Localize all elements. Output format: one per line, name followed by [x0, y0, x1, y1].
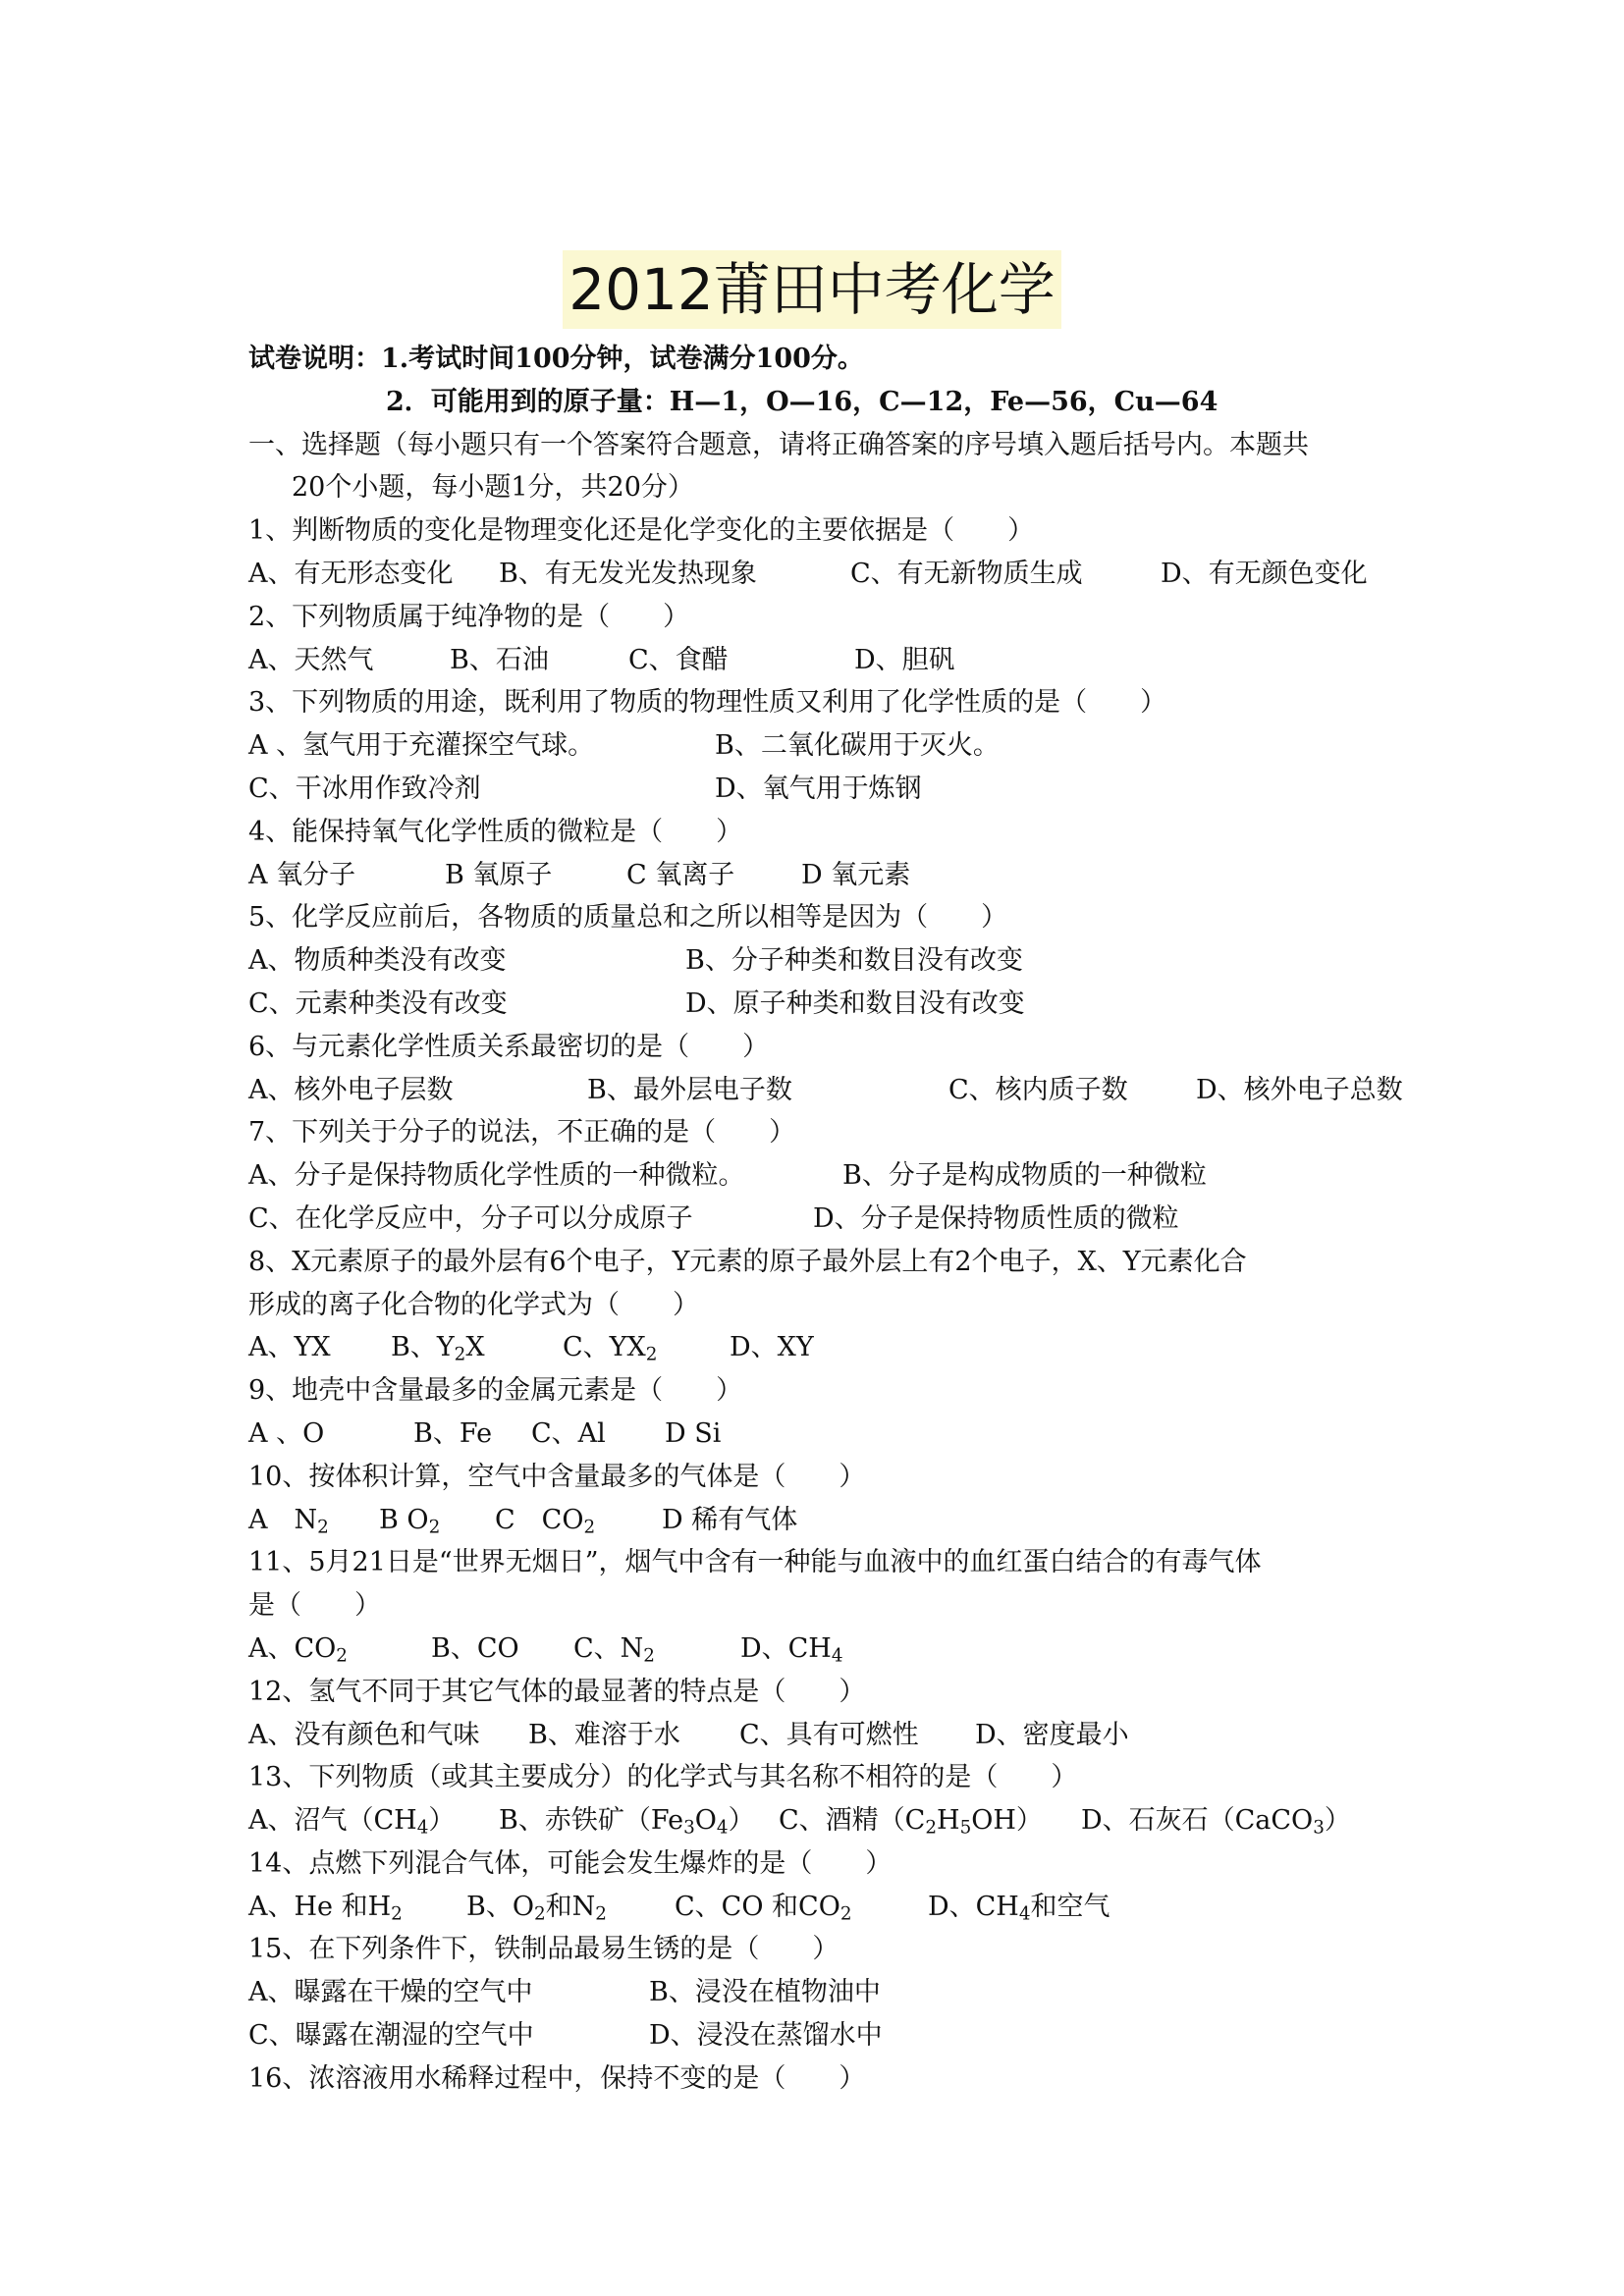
option-a-text: A、沼气（CH: [248, 1805, 417, 1837]
question-13-stem: 13、下列物质（或其主要成分）的化学式与其名称不相符的是（ ）: [248, 1762, 1078, 1793]
option-a: [248, 1628, 431, 1671]
question-4-options: [248, 854, 1407, 897]
option-c-text: C CO: [495, 1504, 584, 1535]
question-9-options: [248, 1413, 1407, 1456]
option-c: [495, 1499, 662, 1542]
question-1-stem: 1、判断物质的变化是物理变化还是化学变化的主要依据是（ ）: [248, 515, 1035, 547]
question-3-options-ab: [248, 724, 1407, 768]
subscript: 4: [831, 1645, 843, 1667]
question-12-stem: 12、氢气不同于其它气体的最显著的特点是（ ）: [248, 1676, 866, 1707]
option-a: A、分子是保持物质化学性质的一种微粒。: [248, 1160, 745, 1192]
option-b: B、浸没在植物油中: [649, 1977, 881, 2008]
question-13-options: [248, 1799, 1407, 1842]
option-d: D、浸没在蒸馏水中: [649, 2020, 883, 2052]
subscript: 4: [416, 1817, 429, 1839]
subscript: 2: [643, 1645, 655, 1667]
option-c: [779, 1799, 1081, 1842]
question-15-options-ab: [248, 1971, 1407, 2014]
option-b-text-end: X: [465, 1332, 485, 1363]
question-7-stem: 7、下列关于分子的说法，不正确的是（ ）: [248, 1117, 796, 1148]
option-a-text: A N: [248, 1504, 318, 1535]
option-c-text: C、YX: [563, 1332, 646, 1363]
question-6-options: [248, 1069, 1407, 1112]
option-b: B、二氧化碳用于灭火。: [715, 730, 1000, 762]
question-12-options: [248, 1714, 1407, 1757]
question-14-options: [248, 1886, 1407, 1929]
option-a: [248, 1886, 466, 1929]
question-8-stem-line-1: 8、X元素原子的最外层有6个电子，Y元素的原子最外层上有2个电子，X、Y元素化合: [248, 1246, 1247, 1277]
subscript: 2: [317, 1517, 329, 1538]
subscript: 2: [454, 1344, 466, 1365]
option-c: C、干冰用作致冷剂: [248, 773, 481, 804]
option-a: [248, 1499, 379, 1542]
option-d: D 稀有气体: [662, 1504, 798, 1535]
option-c: C、Al: [531, 1417, 606, 1449]
option-c: C 氧离子: [626, 859, 735, 890]
option-c: [573, 1628, 740, 1671]
subscript: 2: [839, 1903, 852, 1925]
question-16-stem: 16、浓溶液用水稀释过程中，保持不变的是（ ）: [248, 2062, 866, 2094]
question-10-stem: 10、按体积计算，空气中含量最多的气体是（ ）: [248, 1461, 866, 1492]
question-4-stem: 4、能保持氧气化学性质的微粒是（ ）: [248, 816, 743, 847]
option-a: A、没有颜色和气味: [248, 1719, 480, 1750]
question-5-options-ab: [248, 939, 1407, 983]
option-b: B、分子种类和数目没有改变: [685, 945, 1023, 977]
option-b-text-mid: O: [694, 1805, 717, 1837]
option-c: C、有无新物质生成: [850, 558, 1083, 589]
exam-content: [248, 338, 1407, 2101]
option-d-text: D、CH: [928, 1891, 1019, 1922]
option-b-text: B、赤铁矿（Fe: [499, 1805, 684, 1837]
option-d: D 氧元素: [801, 859, 911, 890]
option-b: B、Fe: [413, 1417, 493, 1449]
option-b-text: B O: [379, 1504, 429, 1535]
subscript: 4: [716, 1817, 729, 1839]
question-7-options-ab: [248, 1154, 1407, 1198]
question-6-stem: 6、与元素化学性质关系最密切的是（ ）: [248, 1031, 770, 1062]
question-11-stem-line-1: 11、5月21日是“世界无烟日”，烟气中含有一种能与血液中的血红蛋白结合的有毒气体: [248, 1547, 1262, 1578]
question-5-stem: 5、化学反应前后，各物质的质量总和之所以相等是因为（ ）: [248, 902, 1008, 934]
option-d: D、有无颜色变化: [1161, 558, 1368, 589]
subscript: 5: [959, 1817, 972, 1839]
option-c: [675, 1886, 928, 1929]
option-d-text: D、CH: [740, 1632, 832, 1664]
option-a: A、物质种类没有改变: [248, 945, 507, 977]
subscript: 2: [925, 1817, 938, 1839]
exam-note-line-1: 试卷说明：1.考试时间100分钟，试卷满分100分。: [248, 344, 864, 374]
option-d: D Si: [665, 1417, 722, 1449]
option-c: C、在化学反应中，分子可以分成原子: [248, 1202, 693, 1234]
subscript: 3: [1313, 1817, 1325, 1839]
option-c: C、具有可燃性: [739, 1719, 919, 1750]
question-14-stem: 14、点燃下列混合气体，可能会发生爆炸的是（ ）: [248, 1847, 893, 1879]
subscript: 2: [391, 1903, 403, 1925]
option-b: B、难溶于水: [528, 1719, 680, 1750]
subscript: 2: [336, 1645, 348, 1667]
option-c-text-mid: H: [937, 1805, 960, 1837]
section-heading-line-2: 20个小题，每小题1分，共20分）: [292, 472, 694, 504]
subscript: 3: [683, 1817, 695, 1839]
option-b: B、CO: [431, 1632, 519, 1664]
option-d: D、密度最小: [975, 1719, 1129, 1750]
option-d: D、XY: [730, 1332, 814, 1363]
subscript: 2: [428, 1517, 441, 1538]
option-a: A、有无形态变化: [248, 558, 454, 589]
option-d-text: D、石灰石（CaCO: [1081, 1805, 1314, 1837]
option-d: D、分子是保持物质性质的微粒: [813, 1202, 1179, 1234]
option-d: D、核外电子总数: [1196, 1074, 1403, 1105]
option-c: C、曝露在潮湿的空气中: [248, 2020, 534, 2052]
option-a: A 氧分子: [248, 859, 356, 890]
option-a-text-end: ）: [428, 1805, 456, 1837]
option-b: B、分子是构成物质的一种微粒: [842, 1160, 1207, 1192]
option-d: [928, 1886, 1110, 1929]
question-15-options-cd: [248, 2014, 1407, 2057]
option-d: [1081, 1799, 1351, 1842]
option-d-text-end: ）: [1324, 1805, 1351, 1837]
question-11-options: [248, 1628, 1407, 1671]
option-a: A、曝露在干燥的空气中: [248, 1977, 533, 2008]
option-c: C、元素种类没有改变: [248, 988, 508, 1019]
option-b: [391, 1326, 563, 1369]
option-b: B 氧原子: [445, 859, 553, 890]
option-a: A、核外电子层数: [248, 1074, 454, 1105]
option-b: B、石油: [450, 644, 549, 675]
option-b-text-end: ）: [728, 1805, 755, 1837]
option-c: [563, 1326, 730, 1369]
subscript: 2: [583, 1517, 596, 1538]
question-1-options: [248, 553, 1407, 596]
title-wrap: [0, 250, 1624, 329]
option-a: A、天然气: [248, 644, 374, 675]
option-a-text: A、CO: [248, 1632, 337, 1664]
section-heading-line-1: 一、选择题（每小题只有一个答案符合题意，请将正确答案的序号填入题后括号内。本题共: [248, 429, 1309, 460]
subscript: 2: [533, 1903, 546, 1925]
question-7-options-cd: [248, 1198, 1407, 1241]
option-c-text: C、CO 和CO: [675, 1891, 840, 1922]
option-d: D、胆矾: [854, 644, 955, 675]
subscript: 4: [1018, 1903, 1031, 1925]
subscript: 2: [645, 1344, 658, 1365]
option-d: [740, 1628, 843, 1671]
exam-note-line-2: 2．可能用到的原子量：H—1，O—16，C—12，Fe—56，Cu—64: [386, 386, 1218, 417]
option-c: C、食醋: [628, 644, 729, 675]
question-15-stem: 15、在下列条件下，铁制品最易生锈的是（ ）: [248, 1934, 839, 1965]
option-a-text: A、He 和H: [248, 1891, 392, 1922]
question-11-stem-line-2: 是（ ）: [248, 1590, 381, 1622]
option-a: [248, 1799, 499, 1842]
question-5-options-cd: [248, 983, 1407, 1026]
question-3-stem: 3、下列物质的用途，既利用了物质的物理性质又利用了化学性质的是（ ）: [248, 687, 1167, 719]
option-c-text: C、N: [573, 1632, 644, 1664]
option-b: B、有无发光发热现象: [499, 558, 757, 589]
question-2-options: [248, 639, 1407, 682]
option-b: [379, 1499, 495, 1542]
option-b: B、最外层电子数: [587, 1074, 792, 1105]
option-c-text-end: OH）: [971, 1805, 1043, 1837]
question-10-options: [248, 1499, 1407, 1542]
question-9-stem: 9、地壳中含量最多的金属元素是（ ）: [248, 1375, 743, 1407]
option-d: D、氧气用于炼钢: [715, 773, 922, 804]
question-8-stem-line-2: 形成的离子化合物的化学式为（ ）: [248, 1289, 699, 1320]
option-b-text-mid: 和N: [545, 1891, 596, 1922]
question-8-options: [248, 1326, 1407, 1369]
option-a: A 、氢气用于充灌探空气球。: [248, 730, 595, 762]
option-b: [466, 1886, 675, 1929]
question-3-options-cd: [248, 768, 1407, 811]
option-b-text: B、O: [466, 1891, 534, 1922]
option-c: C、核内质子数: [948, 1074, 1128, 1105]
question-2-stem: 2、下列物质属于纯净物的是（ ）: [248, 601, 690, 632]
subscript: 2: [595, 1903, 607, 1925]
option-d-text-end: 和空气: [1030, 1891, 1110, 1922]
option-d: D、原子种类和数目没有改变: [685, 988, 1025, 1019]
option-b-text: B、Y: [391, 1332, 455, 1363]
option-b: [499, 1799, 779, 1842]
option-a: A、YX: [248, 1332, 331, 1363]
page-title: 2012莆田中考化学: [563, 250, 1061, 329]
option-c-text: C、酒精（C: [779, 1805, 926, 1837]
option-a: A 、O: [248, 1417, 325, 1449]
